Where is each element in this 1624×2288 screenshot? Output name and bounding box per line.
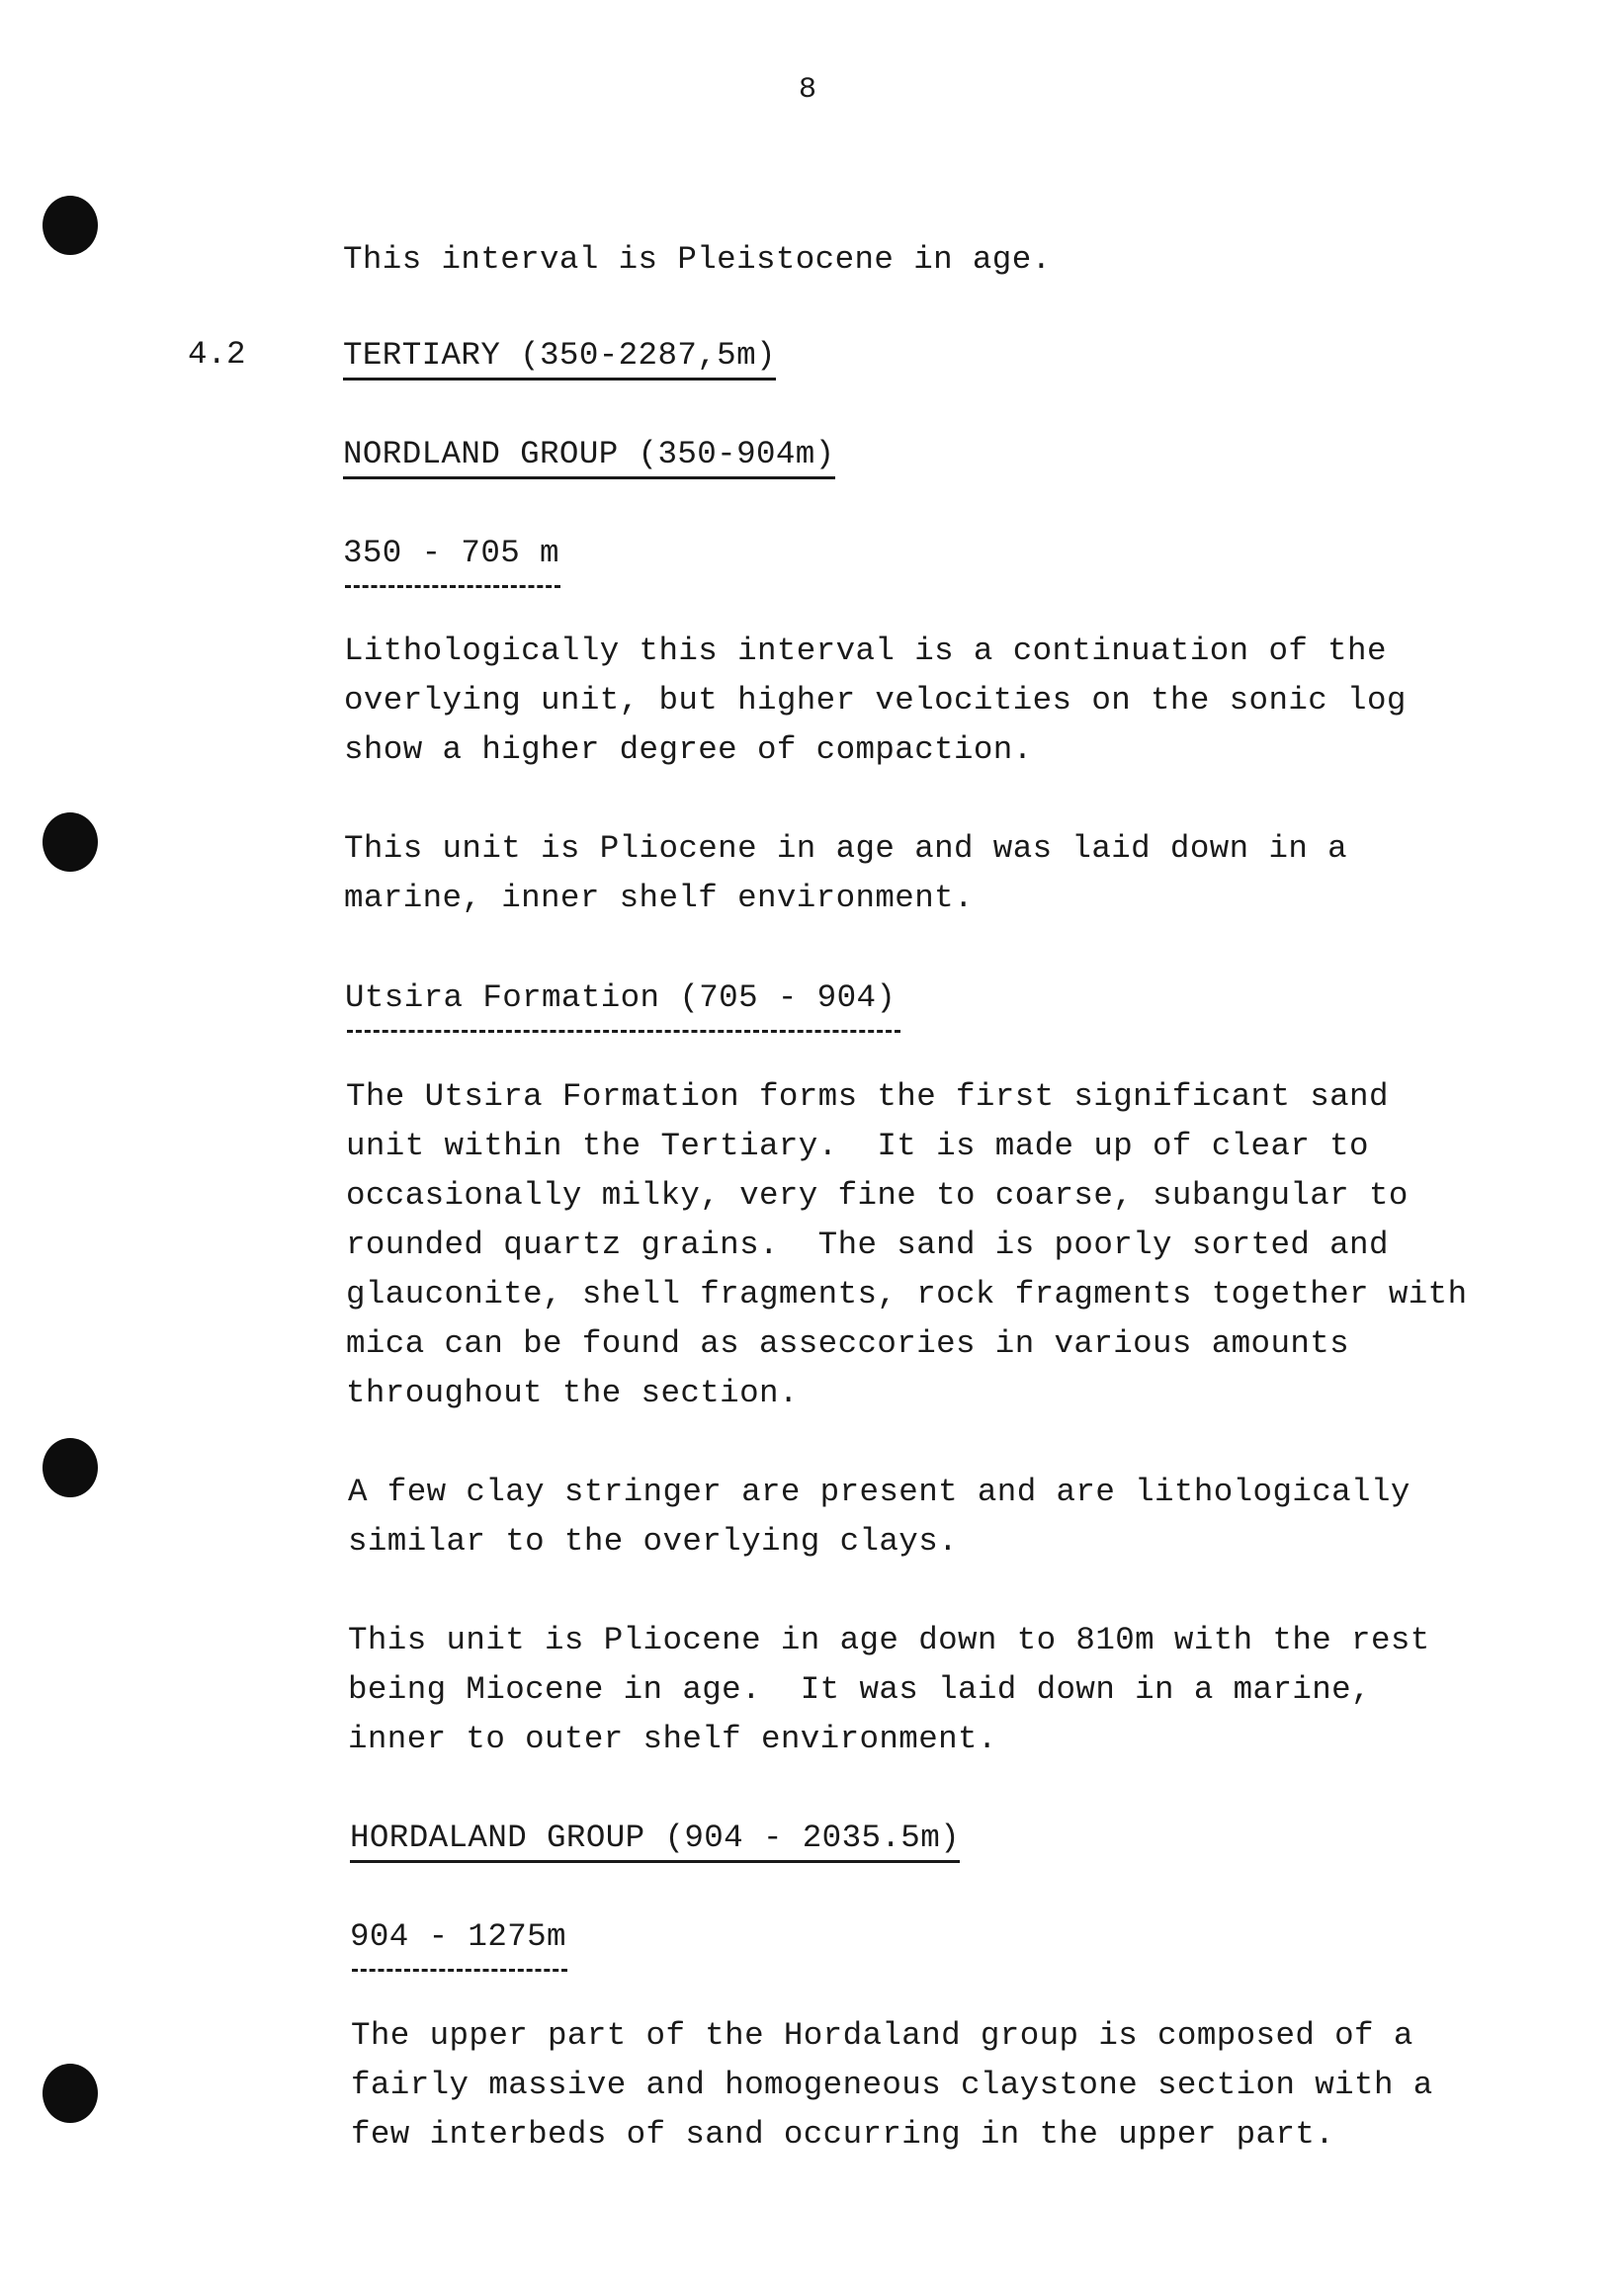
page-number: 8: [799, 73, 817, 107]
interval-1-underline: [345, 585, 560, 588]
interval-2-underline: [352, 1969, 567, 1972]
paragraph-line: inner to outer shelf environment.: [348, 1721, 997, 1757]
paragraph-line: overlying unit, but higher velocities on the sonic log: [344, 682, 1407, 719]
paragraph-line: Lithologically this interval is a continuation of the: [344, 633, 1387, 669]
nordland-heading: NORDLAND GROUP (350-904m): [343, 433, 835, 479]
paragraph-line: The upper part of the Hordaland group is composed of a: [351, 2017, 1413, 2054]
paragraph-line: similar to the overlying clays.: [348, 1523, 958, 1560]
paragraph-line: fairly massive and homogeneous claystone section with a: [351, 2067, 1433, 2103]
paragraph-line: throughout the section.: [346, 1375, 799, 1411]
paragraph-line: This unit is Pliocene in age down to 810m with the rest: [348, 1622, 1430, 1658]
interval-2-range: 904 - 1275m: [350, 1918, 566, 1955]
utsira-underline: [347, 1030, 900, 1033]
paragraph-line: This unit is Pliocene in age and was laid down in a: [344, 830, 1348, 867]
interval-1-range: 350 - 705 m: [343, 535, 559, 571]
tertiary-heading: TERTIARY (350-2287,5m): [343, 334, 776, 381]
paragraph-line: marine, inner shelf environment.: [344, 880, 974, 916]
hordaland-heading: HORDALAND GROUP (904 - 2035.5m): [350, 1817, 960, 1863]
paragraph-line: glauconite, shell fragments, rock fragments together with: [346, 1276, 1468, 1313]
paragraph-line: occasionally milky, very fine to coarse, subangular to: [346, 1177, 1409, 1214]
paragraph-line: A few clay stringer are present and are lithologically: [348, 1474, 1410, 1510]
punch-hole-1: [43, 196, 98, 255]
punch-hole-2: [43, 812, 98, 872]
paragraph-line: mica can be found as asseccories in various amounts: [346, 1325, 1350, 1362]
section-number: 4.2: [188, 336, 246, 373]
paragraph-line: being Miocene in age. It was laid down in a marine,: [348, 1671, 1371, 1708]
intro-line: This interval is Pleistocene in age.: [343, 241, 1052, 278]
paragraph-line: show a higher degree of compaction.: [344, 731, 1033, 768]
punch-hole-4: [43, 2064, 98, 2123]
paragraph-line: few interbeds of sand occurring in the upper part.: [351, 2116, 1335, 2153]
paragraph-line: rounded quartz grains. The sand is poorly sorted and: [346, 1227, 1389, 1263]
paragraph-line: unit within the Tertiary. It is made up of clear to: [346, 1128, 1369, 1164]
utsira-heading: Utsira Formation (705 - 904): [345, 979, 897, 1016]
paragraph-line: The Utsira Formation forms the first significant sand: [346, 1078, 1389, 1115]
punch-hole-3: [43, 1438, 98, 1497]
